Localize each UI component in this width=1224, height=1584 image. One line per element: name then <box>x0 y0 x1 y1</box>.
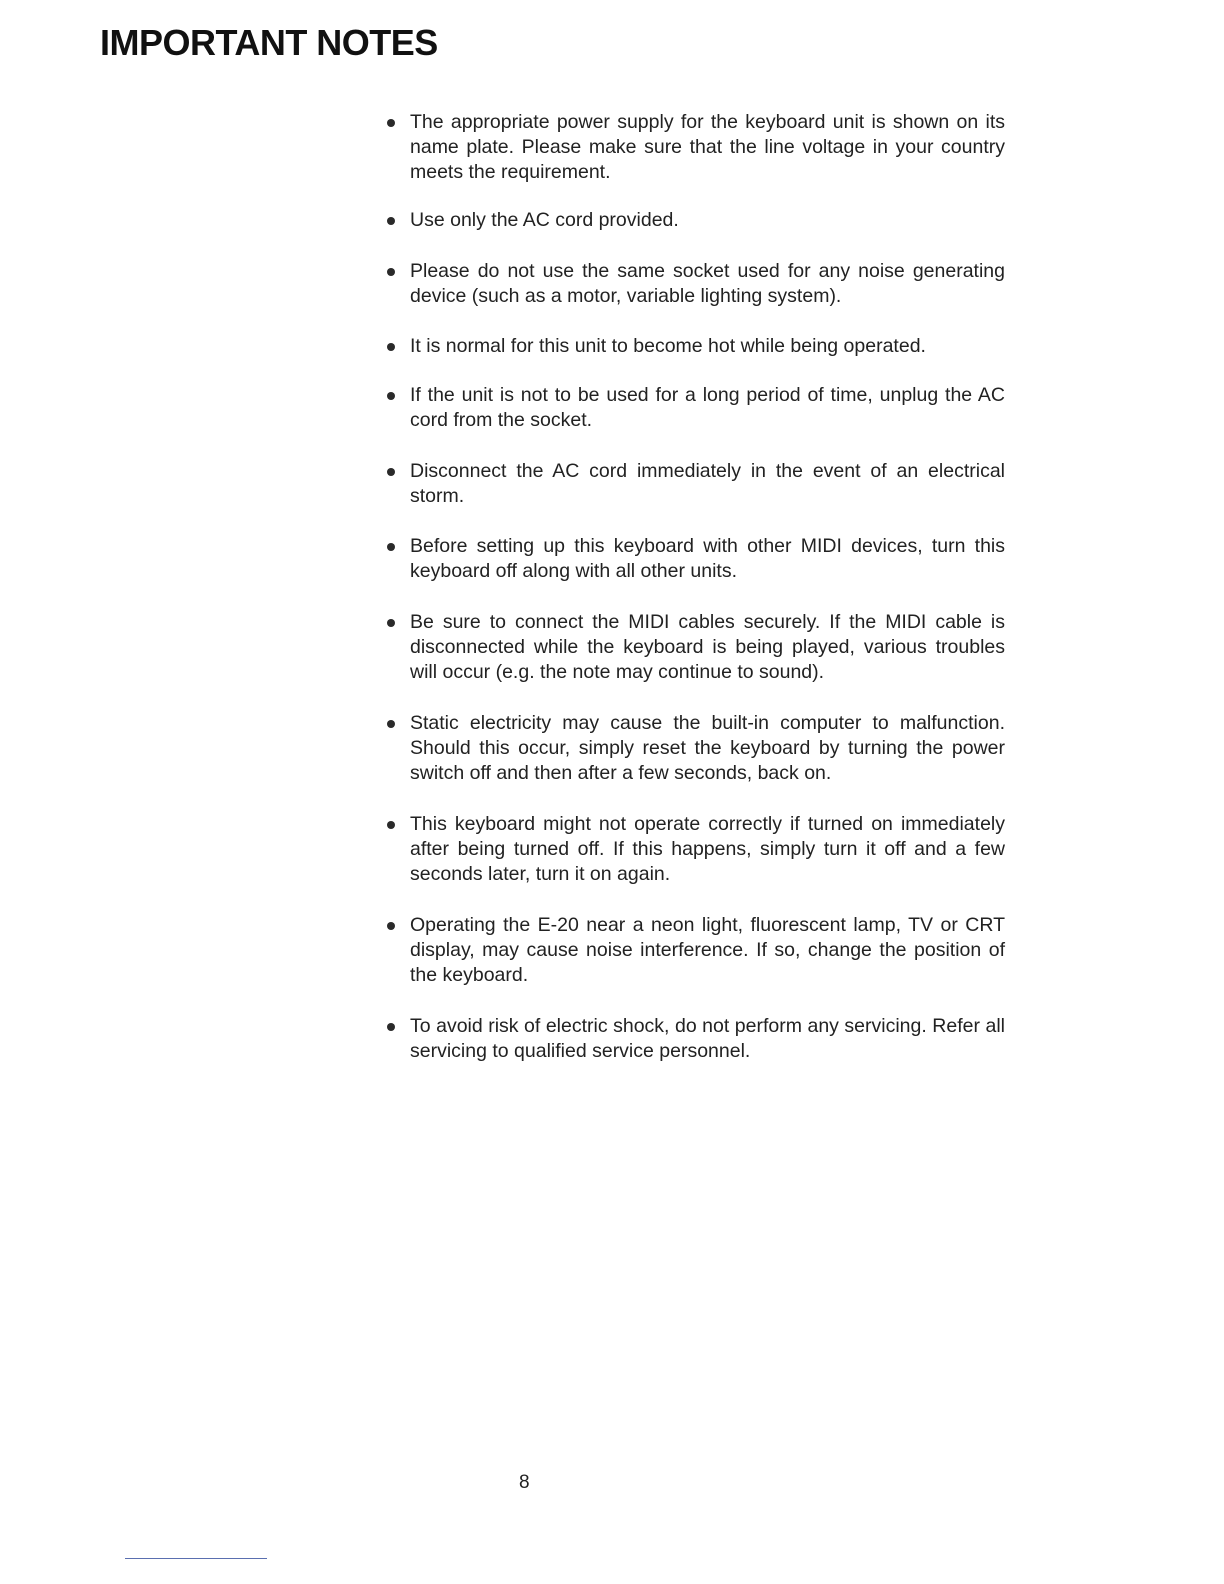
note-text: It is normal for this unit to become hot while being operated. <box>410 335 926 357</box>
bullet-icon <box>387 119 395 127</box>
note-text: This keyboard might not operate correctly if turned on immediately after being turned off. If this happens, simply turn it off and a few seconds later, turn it on again. <box>410 813 1005 885</box>
page-number: 8 <box>519 1472 530 1493</box>
note-text: Use only the AC cord provided. <box>410 209 679 231</box>
bullet-icon <box>387 1023 395 1031</box>
note-item <box>380 812 1005 887</box>
note-item <box>380 208 1005 233</box>
bullet-icon <box>387 392 395 400</box>
notes-list <box>380 110 1005 1064</box>
note-item <box>380 711 1005 786</box>
note-item <box>380 259 1005 309</box>
note-text: To avoid risk of electric shock, do not perform any servicing. Refer all servicing to qualified service personnel. <box>410 1015 1005 1062</box>
note-item <box>380 459 1005 509</box>
bullet-icon <box>387 543 395 551</box>
note-text: Operating the E-20 near a neon light, fluorescent lamp, TV or CRT display, may cause noise interference. If so, change the position of the keyboard. <box>410 914 1005 986</box>
bullet-icon <box>387 468 395 476</box>
note-text: Please do not use the same socket used for any noise generating device (such as a motor, variable lighting system). <box>410 260 1005 307</box>
note-text: The appropriate power supply for the keyboard unit is shown on its name plate. Please make sure that the line voltage in your country meets the requirement. <box>410 111 1005 183</box>
note-item <box>380 913 1005 988</box>
note-item <box>380 1014 1005 1064</box>
note-item <box>380 610 1005 685</box>
note-item <box>380 383 1005 433</box>
bullet-icon <box>387 268 395 276</box>
footer-divider <box>125 1558 267 1559</box>
note-text: Disconnect the AC cord immediately in the event of an electrical storm. <box>410 460 1005 507</box>
bullet-icon <box>387 720 395 728</box>
bullet-icon <box>387 343 395 351</box>
note-text: Static electricity may cause the built-in computer to malfunction. Should this occur, simply reset the keyboard by turning the power switch off and then after a few seconds, back on. <box>410 712 1005 784</box>
note-item <box>380 334 1005 359</box>
bullet-icon <box>387 922 395 930</box>
note-text: Before setting up this keyboard with other MIDI devices, turn this keyboard off along with all other units. <box>410 535 1005 582</box>
note-text: Be sure to connect the MIDI cables securely. If the MIDI cable is disconnected while the keyboard is being played, various troubles will occur (e.g. the note may continue to sound). <box>410 611 1005 683</box>
note-item <box>380 534 1005 584</box>
page-title: IMPORTANT NOTES <box>100 22 438 63</box>
bullet-icon <box>387 217 395 225</box>
note-item <box>380 110 1005 185</box>
bullet-icon <box>387 821 395 829</box>
bullet-icon <box>387 619 395 627</box>
note-text: If the unit is not to be used for a long period of time, unplug the AC cord from the socket. <box>410 384 1005 431</box>
